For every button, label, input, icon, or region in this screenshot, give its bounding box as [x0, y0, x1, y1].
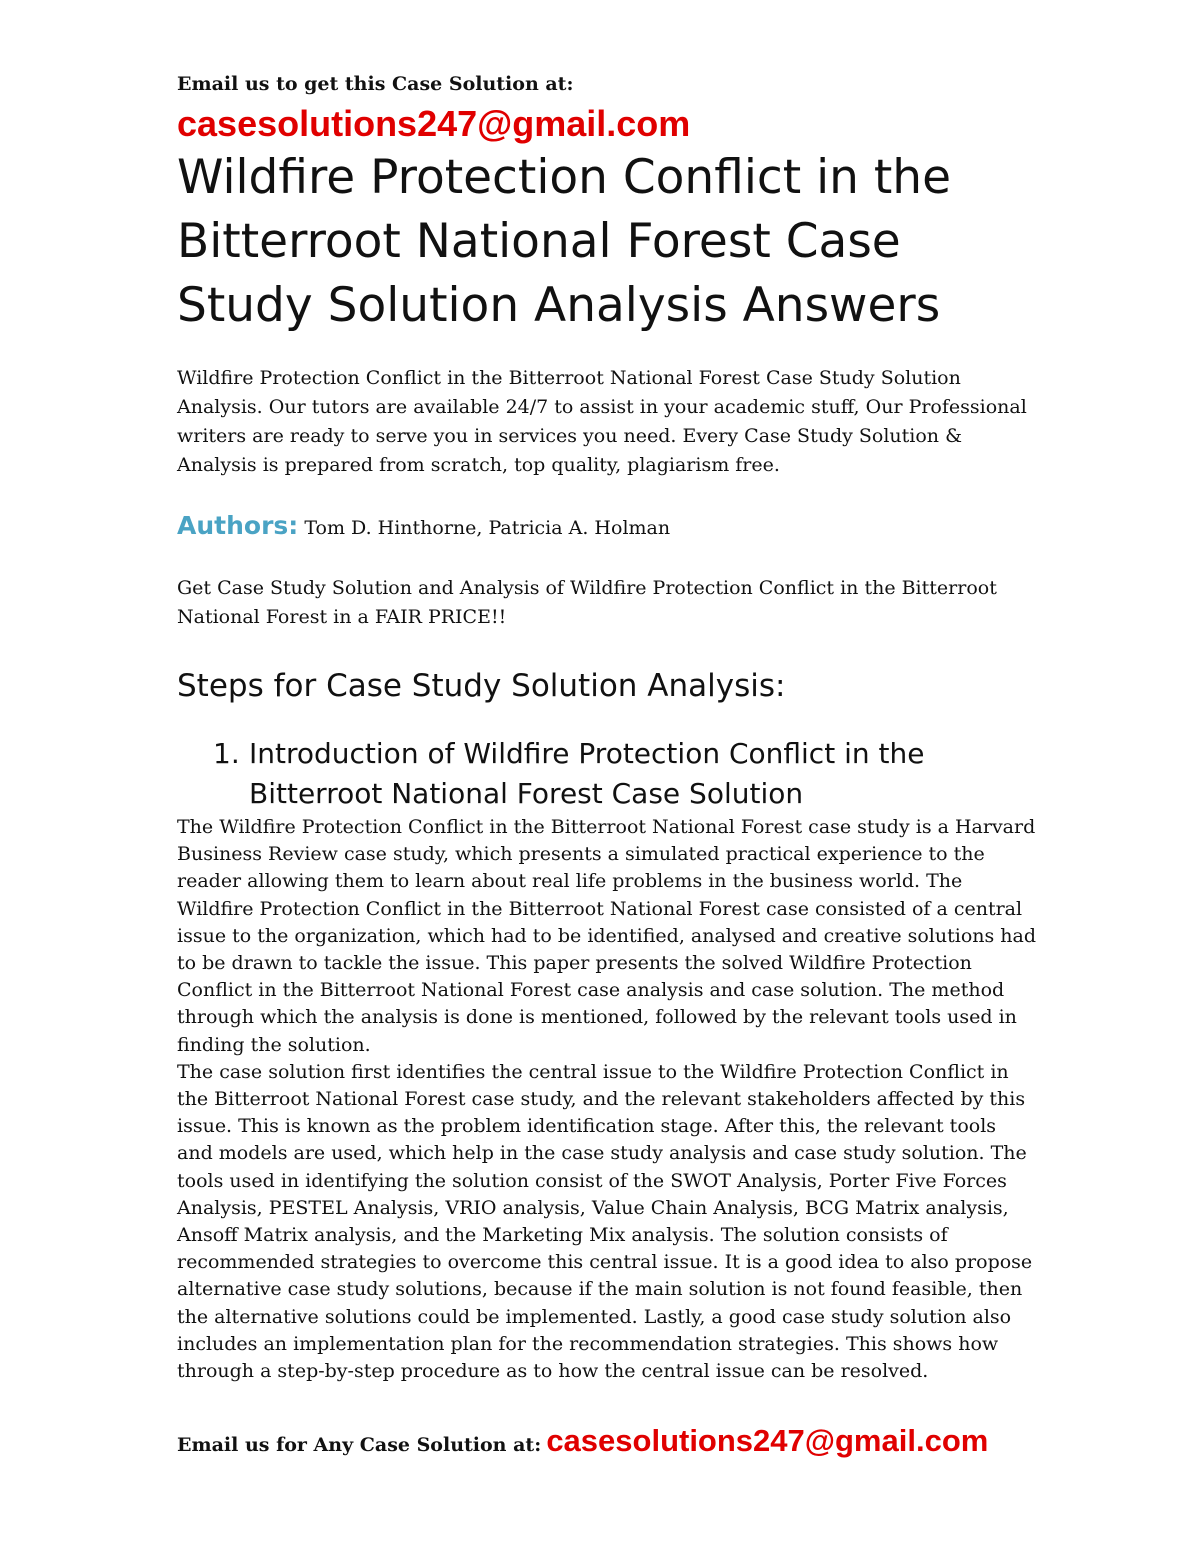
step-1-heading	[213, 734, 1037, 814]
footer-email-label: Email us for Any Case Solution at:	[177, 1434, 542, 1457]
body-paragraph-1: The Wildfire Protection Conflict in the Bitterroot National Forest case study is a Harvard Business Review case study, which presents a simulated practical experience to the reader allowing them to learn about real life problems in the business world. The Wildfire Protection Conflict in the Bitterroot National Forest case consisted of a central issue to the organization, which had to be identified, analysed and creative solutions had to be drawn to tackle the issue. This paper presents the solved Wildfire Protection Conflict in the Bitterroot National Forest case analysis and case solution. The method through which the analysis is done is mentioned, followed by the relevant tools used in finding the solution.	[177, 816, 1037, 1056]
body-paragraph-2: The case solution first identifies the central issue to the Wildfire Protection Conflict in the Bitterroot National Forest case study, and the relevant stakeholders affected by this issue. This is known as the problem identification stage. After this, the relevant tools and models are used, which help in the case study analysis and case study solution. The tools used in identifying the solution consist of the SWOT Analysis, Porter Five Forces Analysis, PESTEL Analysis, VRIO analysis, Value Chain Analysis, BCG Matrix analysis, Ansoff Matrix analysis, and the Marketing Mix analysis. The solution consists of recommended strategies to overcome this central issue. It is a good idea to also propose alternative case study solutions, because if the main solution is not found feasible, then the alternative solutions could be implemented. Lastly, a good case study solution also includes an implementation plan for the recommendation strategies. This shows how through a step-by-step procedure as to how the central issue can be resolved.	[177, 1060, 1033, 1383]
footer-email-line	[177, 1423, 1037, 1459]
step-1-number: 1.	[213, 737, 240, 770]
authors-names: Tom D. Hinthorne, Patricia A. Holman	[304, 517, 671, 539]
header-email-label: Email us to get this Case Solution at:	[177, 73, 574, 95]
header-email-address[interactable]: casesolutions247@gmail.com	[177, 103, 691, 144]
steps-heading: Steps for Case Study Solution Analysis:	[177, 668, 786, 704]
document-content	[177, 70, 1037, 1459]
step-1-title: Introduction of Wildfire Protection Conflict in the Bitterroot National Forest Case Solution	[249, 737, 925, 810]
authors-line	[177, 510, 1037, 544]
footer-email-address[interactable]: casesolutions247@gmail.com	[546, 1423, 989, 1459]
intro-paragraph: Wildfire Protection Conflict in the Bitterroot National Forest Case Study Solution Analysis. Our tutors are available 24/7 to assist in your academic stuff, Our Professional writers are ready to serve you in services you need. Every Case Study Solution & Analysis is prepared from scratch, top quality, plagiarism free.	[177, 367, 1027, 476]
fair-price-paragraph: Get Case Study Solution and Analysis of Wildfire Protection Conflict in the Bitterroot National Forest in a FAIR PRICE!!	[177, 577, 997, 628]
document-title: Wildfire Protection Conflict in the Bitterroot National Forest Case Study Solution Analysis Answers	[177, 150, 952, 333]
authors-label: Authors:	[177, 511, 299, 540]
